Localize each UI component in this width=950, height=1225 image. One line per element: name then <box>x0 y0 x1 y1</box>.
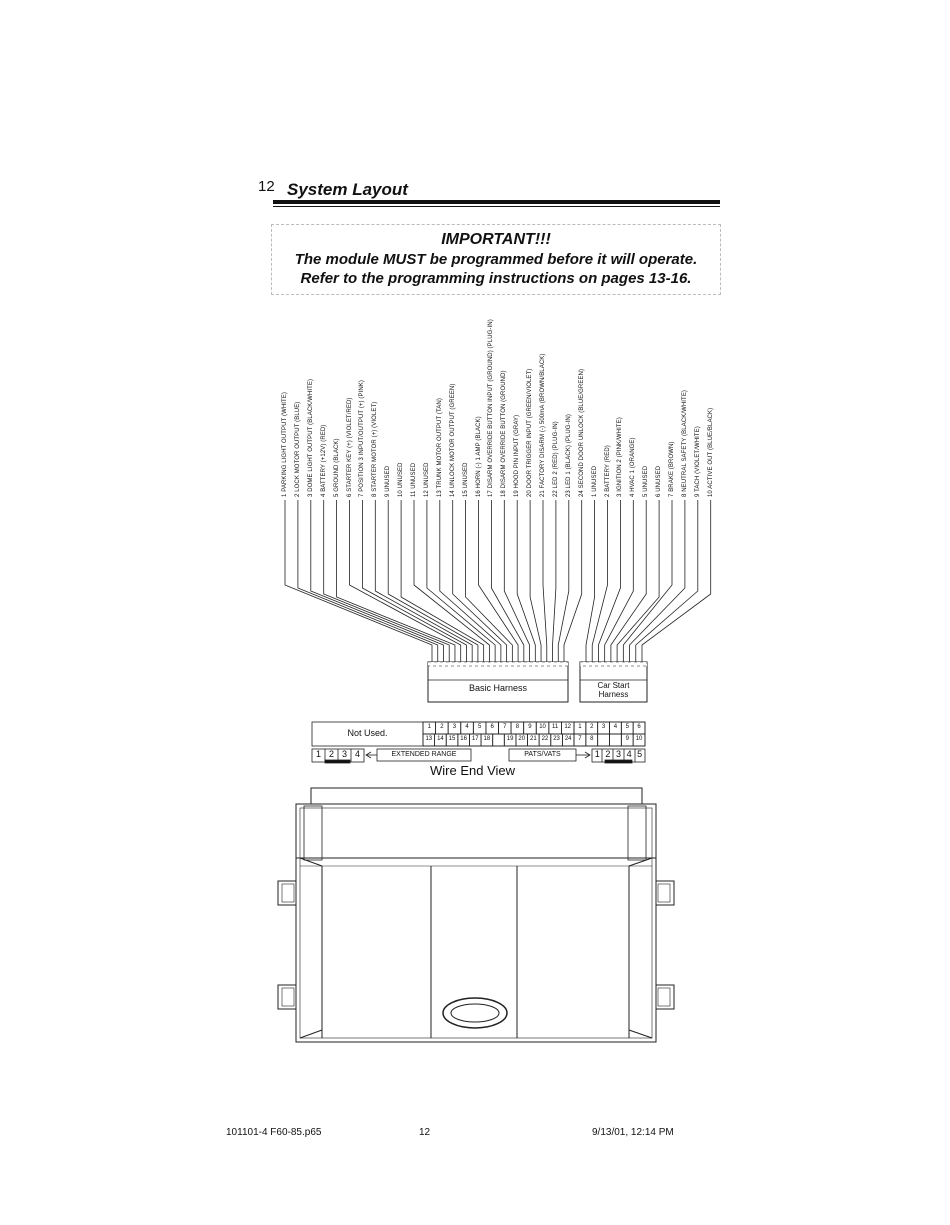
wire <box>350 500 461 662</box>
pin-number: 11 <box>552 724 559 730</box>
wire-label: 11 UNUSED <box>411 462 417 497</box>
pin-number: 24 <box>564 736 572 742</box>
pin-cell <box>610 734 622 746</box>
wire-label: 24 SECOND DOOR UNLOCK (BLUE/GREEN) <box>578 368 585 497</box>
pin-number: 2 <box>590 724 594 730</box>
wire-label: 5 GROUND (BLACK) <box>333 438 340 497</box>
car-start-label-line-2: Harness <box>598 690 629 699</box>
pin-number: 8 <box>590 736 594 742</box>
wire-label: 16 HORN (-) 1 AMP (BLACK) <box>475 416 482 497</box>
pats-vats-pin: 3 <box>615 749 621 759</box>
pin-number: 3 <box>601 724 606 730</box>
wire-label: 17 DISARM OVERRIDE BUTTON INPUT (GROUND) (PLUG-IN) <box>488 319 495 497</box>
pin-number: 1 <box>578 724 582 730</box>
important-line-2: Refer to the programming instructions on pages 13-16. <box>300 270 692 287</box>
pin-number: 7 <box>503 724 507 730</box>
pin-number: 1 <box>427 724 431 730</box>
car-start-label-line-1: Car Start <box>597 681 630 690</box>
wire-label: 19 HOOD PIN INPUT (GRAY) <box>514 414 521 497</box>
basic-harness-connector <box>428 662 568 702</box>
pin-number: 22 <box>541 736 549 742</box>
wire-label: 20 DOOR TRIGGER INPUT (GREEN/VIOLET) <box>527 368 534 497</box>
wire-label: 14 UNLOCK MOTOR OUTPUT (GREEN) <box>449 383 456 497</box>
wire-label: 9 TACH (VIOLET/WHITE) <box>694 426 701 497</box>
wire-label: 6 STARTER KEY (+) (VIOLET/RED) <box>346 397 353 497</box>
extended-range-pin: 1 <box>315 749 321 759</box>
wire <box>479 500 519 662</box>
pin-number: 16 <box>460 736 467 742</box>
extended-range-pin: 2 <box>328 749 334 759</box>
section-title: System Layout <box>287 180 408 199</box>
wire <box>642 500 711 662</box>
wire <box>337 500 455 662</box>
pin-number: 6 <box>490 724 494 730</box>
wire <box>375 500 472 662</box>
footer-file-name: 101101-4 F60-85.p65 <box>226 1127 322 1138</box>
wire-label: 8 NEUTRAL SAFETY (BLACK/WHITE) <box>681 389 688 497</box>
pin-number: 5 <box>477 724 482 730</box>
pin-number: 3 <box>452 724 457 730</box>
pin-number: 4 <box>465 724 469 730</box>
wire <box>586 500 595 662</box>
pin-number: 19 <box>506 736 514 742</box>
wire <box>558 500 569 662</box>
pin-number: 6 <box>637 724 641 730</box>
wire-label: 18 DISARM OVERRIDE BUTTON (GROUND) <box>501 370 508 497</box>
pats-vats-label: PATS/VATS <box>524 751 561 758</box>
wire-label: 8 STARTER MOTOR (+) (VIOLET) <box>372 401 379 497</box>
wire-label: 9 UNUSED <box>385 465 392 497</box>
not-used-label: Not Used. <box>347 728 388 738</box>
wire-label: 2 BATTERY (RED) <box>604 445 611 497</box>
wire-label: 2 LOCK MOTOR OUTPUT (BLUE) <box>294 401 301 497</box>
wire-label: 6 UNUSED <box>656 465 663 497</box>
wire <box>623 500 672 662</box>
wire <box>530 500 541 662</box>
pin-number: 9 <box>528 724 532 730</box>
wire-label: 23 LED 1 (BLACK) (PLUG-IN) <box>565 414 572 497</box>
basic-harness-label: Basic Harness <box>468 683 528 693</box>
important-heading: IMPORTANT!!! <box>441 231 551 248</box>
wire <box>598 500 620 662</box>
wire-end-view-title: Wire End View <box>430 763 516 778</box>
wire <box>543 500 547 662</box>
wire-label: 4 BATTERY (+12V) (RED) <box>320 424 327 497</box>
pats-vats-pin: 5 <box>637 749 643 759</box>
extended-range-label: EXTENDED RANGE <box>391 751 457 758</box>
wire-label: 22 LED 2 (RED) (PLUG-IN) <box>552 421 559 497</box>
wire <box>491 500 523 662</box>
footer-timestamp: 9/13/01, 12:14 PM <box>592 1127 674 1138</box>
wire-label: 1 UNUSED <box>591 465 598 497</box>
extended-range-pin: 4 <box>354 749 360 759</box>
pin-number: 13 <box>425 736 433 742</box>
pin-number: 2 <box>440 724 444 730</box>
pin-number: 4 <box>613 724 618 730</box>
pin-number: 18 <box>483 736 491 742</box>
wire <box>611 500 646 662</box>
wire-label: 7 BRAKE (BROWN) <box>669 441 675 497</box>
wire <box>466 500 513 662</box>
pin-number: 20 <box>518 736 526 742</box>
wire <box>298 500 438 662</box>
wire <box>630 500 685 662</box>
pin-cell <box>493 734 505 746</box>
pin-number: 21 <box>529 736 537 742</box>
pin-number: 10 <box>635 736 643 742</box>
wire-label: 12 UNUSED <box>423 462 430 497</box>
wire-label: 3 DOME LIGHT OUTPUT (BLACK/WHITE) <box>307 378 314 497</box>
important-line-1: The module MUST be programmed before it will operate. <box>294 251 698 268</box>
pin-cell <box>598 734 610 746</box>
control-module <box>278 788 674 1042</box>
pin-number: 23 <box>553 736 560 742</box>
wire <box>636 500 698 662</box>
wire-label: 7 POSITION 3 INPUT/OUTPUT (+) (PINK) <box>359 379 366 497</box>
footer-page-number: 12 <box>419 1127 431 1138</box>
pin-number: 9 <box>625 736 629 742</box>
pin-number: 17 <box>471 736 479 742</box>
wire-label: 21 FACTORY DISARM (-) 500mA (BROWN/BLACK) <box>540 353 546 497</box>
wire <box>324 500 450 662</box>
wire <box>285 500 432 662</box>
pats-vats-pin: 1 <box>594 749 600 759</box>
pin-number: 5 <box>625 724 629 730</box>
pin-number: 14 <box>437 736 444 742</box>
wire-label: 10 ACTIVE OUT (BLUE/BLACK) <box>707 407 714 497</box>
wire <box>388 500 478 662</box>
wire <box>553 500 556 662</box>
pats-vats-pin: 2 <box>605 749 611 759</box>
car-start-harness-label <box>580 681 647 699</box>
wire-label: 1 PARKING LIGHT OUTPUT (WHITE) <box>282 391 288 497</box>
wire-label: 3 IGNITION 2 (PINK/WHITE) <box>617 417 624 497</box>
wire-label: 13 TRUNK MOTOR OUTPUT (TAN) <box>436 398 443 497</box>
wire-label: 5 UNUSED <box>643 465 650 497</box>
wire-label: 10 UNUSED <box>398 462 405 497</box>
wire-label: 15 UNUSED <box>462 462 469 497</box>
page-number: 12 <box>258 178 275 195</box>
extended-range-pin: 3 <box>341 749 347 759</box>
wire-label: 4 HVAC 1 (ORANGE) <box>630 437 637 497</box>
pats-vats-pin: 4 <box>626 749 632 759</box>
pin-number: 15 <box>448 736 456 742</box>
wire <box>311 500 444 662</box>
pin-number: 10 <box>539 724 546 730</box>
wire-bundle <box>285 500 711 662</box>
pin-number: 7 <box>578 736 582 742</box>
pin-number: 8 <box>515 724 520 730</box>
wire <box>617 500 659 662</box>
wire <box>564 500 582 662</box>
pin-number: 12 <box>564 724 572 730</box>
